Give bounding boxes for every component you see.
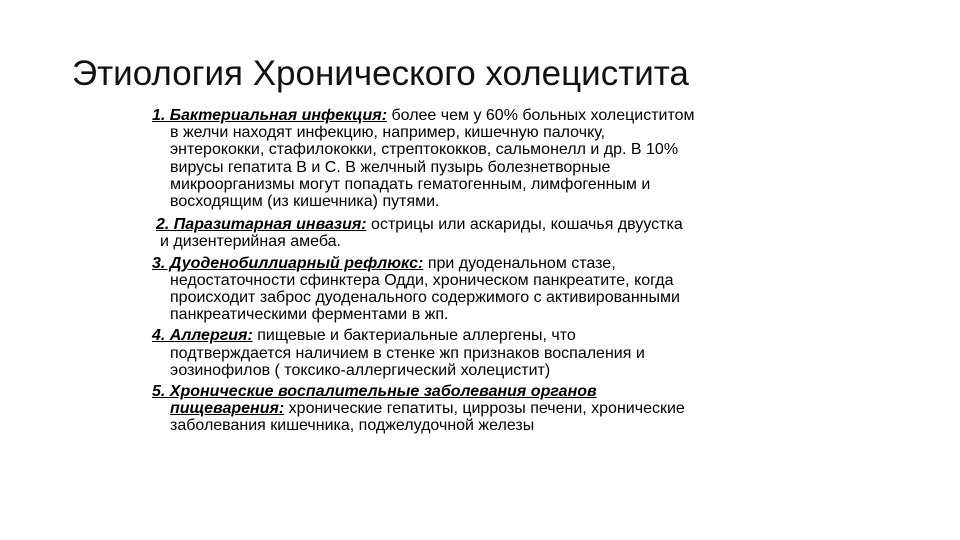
item-text: острицы или аскариды, кошачья двуустка (366, 216, 683, 234)
item-text: хронические гепатиты, циррозы печени, хронические (284, 400, 685, 418)
item-heading: 5. Хронические воспалительные заболевания органов (152, 383, 597, 401)
item-text-line: микроорганизмы могут попадать гематогенным, лимфогенным и (170, 175, 651, 193)
item-text: при дуоденальном стазе, (423, 254, 616, 272)
item-text-line: в желчи находят инфекцию, например, кишечную палочку, (170, 124, 606, 142)
list-item-chronic-diseases (152, 383, 842, 435)
item-text-line: заболевания кишечника, поджелудочной железы (170, 417, 535, 435)
item-heading-continued: пищеварения: (170, 400, 285, 418)
item-text-line: происходит заброс дуоденального содержимого с активированными (170, 289, 680, 307)
list-item-bacterial-infection (152, 107, 842, 210)
item-text-line: панкреатическими ферментами в жп. (170, 306, 449, 324)
item-text-line: восходящим (из кишечника) путями. (170, 193, 440, 211)
item-heading: 2. Паразитарная инвазия: (156, 216, 367, 234)
item-text: более чем у 60% больных холециститом (387, 107, 695, 124)
item-text-line: энтерококки, стафилококки, стрептококков, сальмонелл и др. В 10% (170, 141, 679, 159)
list-item-parasitic-invasion (152, 216, 842, 250)
list-item-reflux (152, 255, 842, 324)
content-list (152, 107, 842, 437)
item-heading: 1. Бактериальная инфекция: (152, 107, 388, 124)
item-text-line: вирусы гепатита В и С. В желчный пузырь болезнетворные (170, 158, 611, 176)
item-heading: 3. Дуоденобиллиарный рефлюкс: (152, 254, 424, 272)
item-heading: 4. Аллергия: (152, 327, 253, 345)
item-text: пищевые и бактериальные аллергены, что (252, 327, 576, 345)
list-item-allergy (152, 327, 842, 379)
item-text-line: недостаточности сфинктера Одди, хроническом панкреатите, когда (170, 271, 674, 289)
item-text-line: и дизентерийная амеба. (160, 233, 341, 251)
slide-title: Этиология Хронического холецистита (72, 54, 689, 93)
item-text-line: эозинофилов ( токсико-аллергический холецистит) (170, 361, 551, 379)
item-text-line: подтверждается наличием в стенке жп признаков воспаления и (170, 344, 645, 362)
